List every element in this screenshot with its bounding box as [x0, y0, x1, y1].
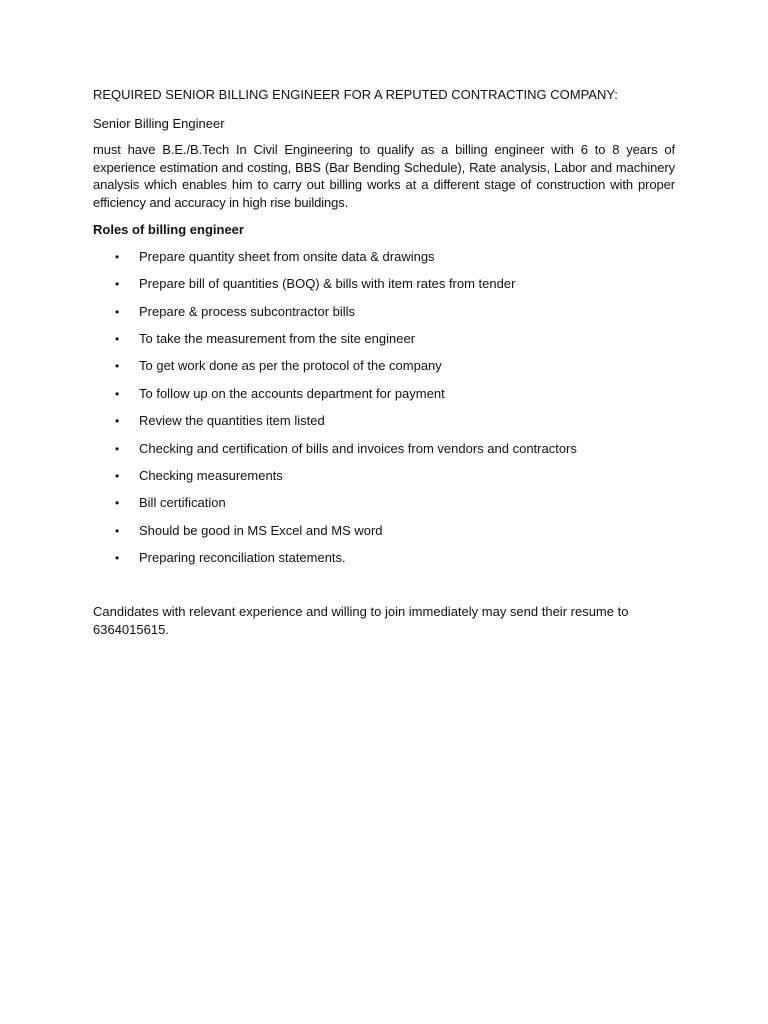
list-item — [93, 549, 675, 567]
list-item — [93, 275, 675, 293]
role-text: To follow up on the accounts department for payment — [139, 385, 445, 401]
list-item — [93, 440, 675, 458]
list-item — [93, 494, 675, 512]
bullet-icon: • — [115, 331, 120, 346]
role-text: To get work done as per the protocol of the company — [139, 358, 442, 374]
bullet-icon: • — [115, 468, 120, 483]
role-text: Checking and certification of bills and invoices from vendors and contractors — [139, 440, 577, 456]
bullet-icon: • — [115, 249, 120, 264]
role-text: Prepare quantity sheet from onsite data & drawings — [139, 248, 435, 264]
role-text: Should be good in MS Excel and MS word — [139, 522, 383, 538]
list-item — [93, 248, 675, 266]
role-text: Prepare bill of quantities (BOQ) & bills with item rates from tender — [139, 276, 516, 292]
roles-heading: Roles of billing engineer — [93, 221, 244, 237]
role-text: To take the measurement from the site engineer — [139, 330, 416, 346]
list-item — [93, 330, 675, 348]
list-item — [93, 303, 675, 321]
bullet-icon: • — [115, 277, 120, 292]
bullet-icon: • — [115, 304, 120, 319]
job-title: Senior Billing Engineer — [93, 116, 225, 131]
list-item — [93, 412, 675, 430]
bullet-icon: • — [115, 386, 120, 401]
bullet-icon: • — [115, 414, 120, 429]
document-heading: REQUIRED SENIOR BILLING ENGINEER FOR A REPUTED CONTRACTING COMPANY: — [93, 87, 618, 102]
role-text: Review the quantities item listed — [139, 413, 325, 429]
list-item — [93, 385, 675, 403]
bullet-icon: • — [115, 441, 120, 456]
contact-paragraph — [93, 603, 675, 639]
role-text: Bill certification — [139, 495, 226, 511]
role-text: Checking measurements — [139, 467, 283, 483]
contact-phone: 6364015615. — [93, 622, 169, 638]
bullet-icon: • — [115, 496, 120, 511]
list-item — [93, 467, 675, 485]
list-item — [93, 357, 675, 375]
list-item — [93, 522, 675, 540]
bullet-icon: • — [115, 523, 120, 538]
bullet-icon: • — [115, 551, 120, 566]
role-text: Prepare & process subcontractor bills — [139, 303, 356, 319]
document-page — [93, 86, 675, 639]
role-text: Preparing reconciliation statements. — [139, 550, 346, 566]
bullet-icon: • — [115, 359, 120, 374]
job-description: must have B.E./B.Tech In Civil Engineering to qualify as a billing engineer with 6 to 8 years of experience estimation and costing, BBS (Bar Bending Schedule), Rate analysis, Labor and machinery analysis which enables him to carry out billing works at a different stage of construction with proper efficiency and accuracy in high rise buildings. — [93, 142, 675, 211]
roles-list — [93, 248, 675, 567]
contact-text: Candidates with relevant experience and willing to join immediately may send their resume to — [93, 604, 629, 620]
